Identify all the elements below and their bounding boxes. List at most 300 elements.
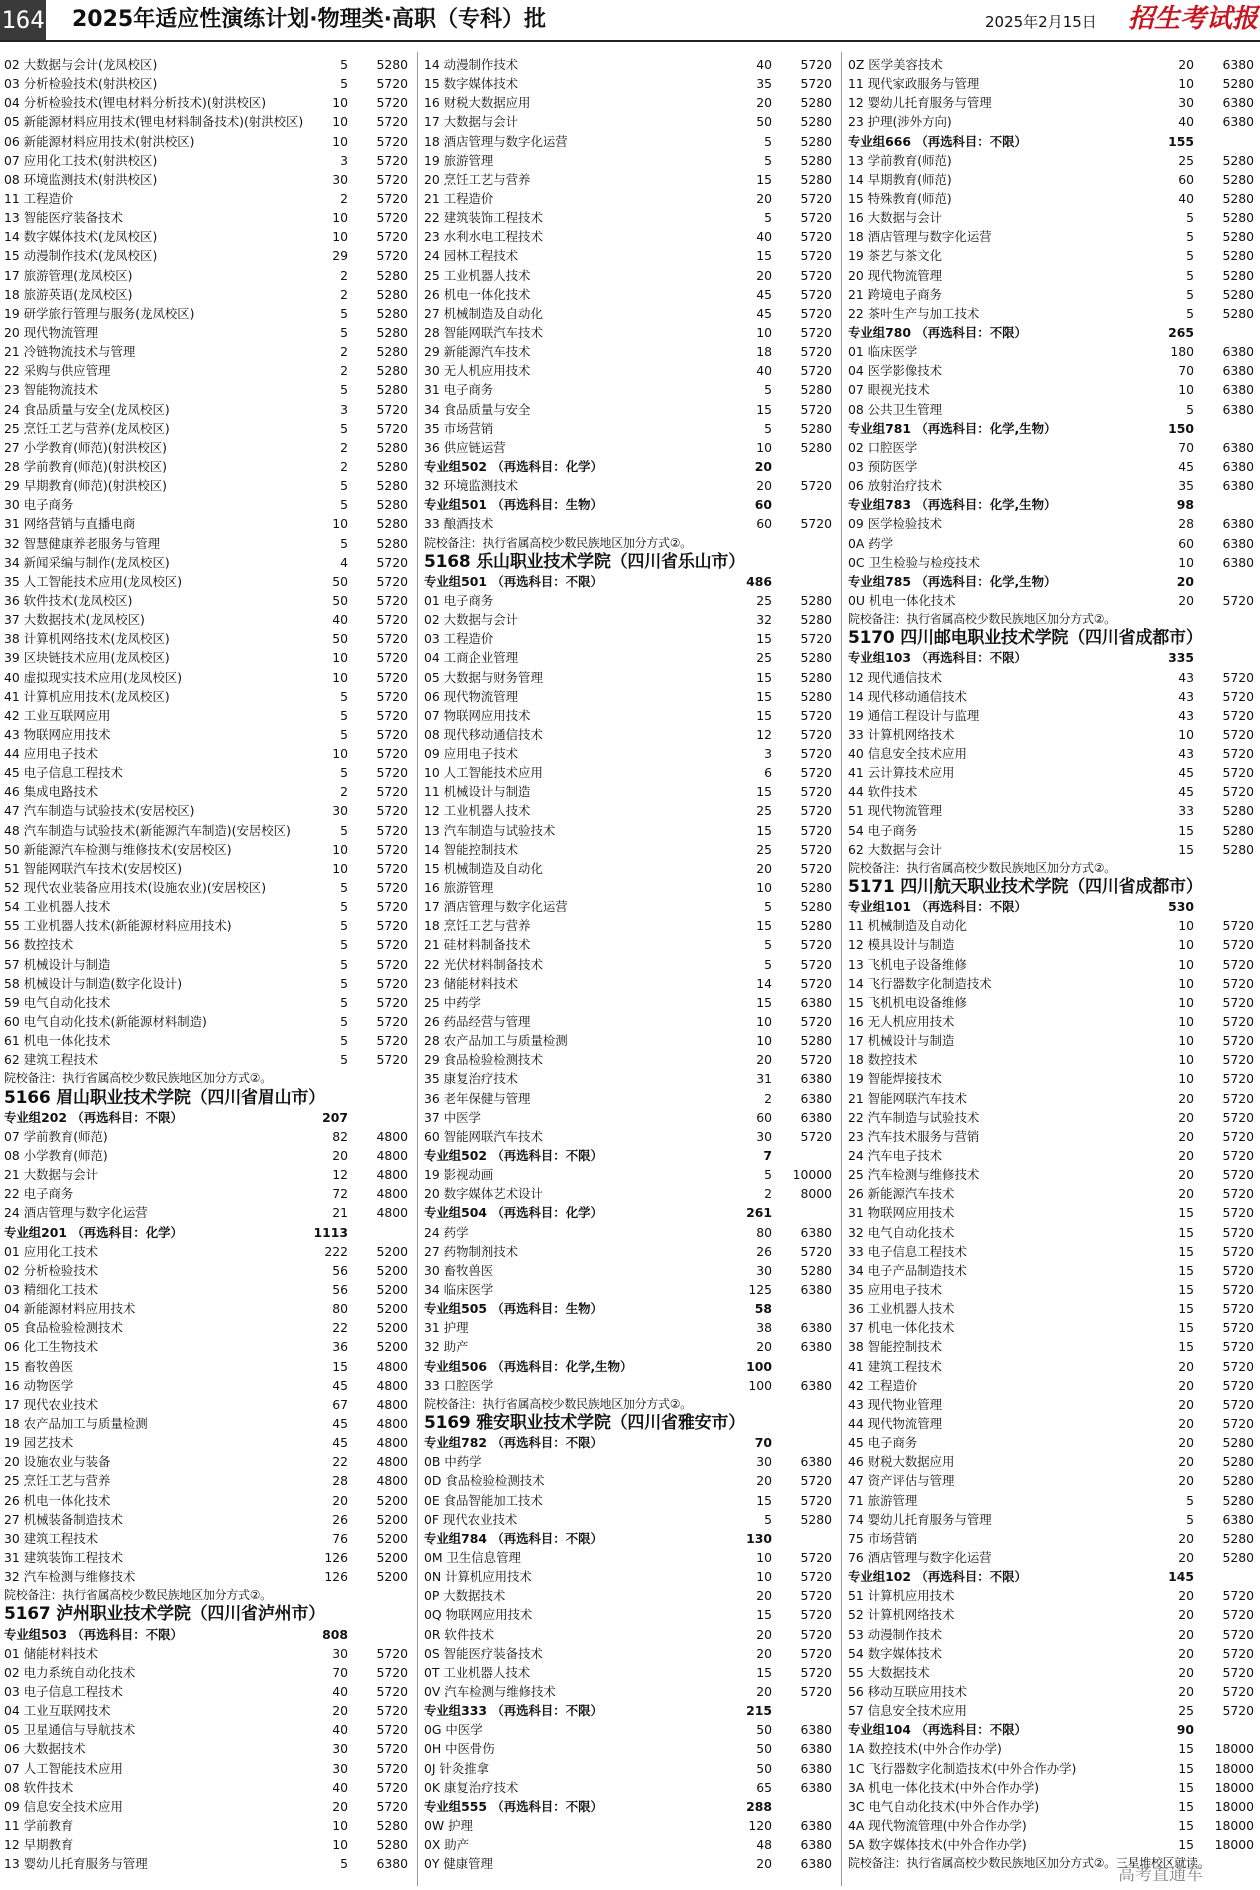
fee: 5200: [376, 1339, 408, 1355]
major-row: [848, 553, 1256, 572]
name: 0W 护理: [424, 1817, 473, 1833]
plan: 5: [1186, 229, 1194, 245]
name: 05 新能源材料应用技术(锂电材料制备技术)(射洪校区): [4, 114, 304, 130]
plan: 25: [756, 650, 772, 666]
plan: 10: [1178, 1014, 1194, 1030]
major-row: [848, 1337, 1256, 1356]
fee: 5720: [1222, 1109, 1254, 1125]
fee: 5720: [376, 420, 408, 436]
plan: 5: [340, 324, 348, 340]
plan: 45: [1178, 458, 1194, 474]
name: 11 机械制造及自动化: [848, 918, 967, 934]
plan: 261: [746, 1205, 772, 1221]
fee: 5720: [376, 956, 408, 972]
plan: 5: [340, 918, 348, 934]
major-row: [424, 1452, 834, 1471]
plan: 60: [756, 516, 772, 532]
name: 5166 眉山职业技术学院（四川省眉山市）: [4, 1087, 326, 1108]
fee: 5720: [1222, 1377, 1254, 1393]
major-row: [848, 55, 1256, 74]
fee: 5720: [800, 1645, 832, 1661]
name: 专业组780 （再选科目：不限）: [848, 324, 1027, 340]
name: 0B 中药学: [424, 1454, 482, 1470]
name: 15 特殊教育(师范): [848, 190, 952, 206]
fee: 5720: [800, 1588, 832, 1604]
major-row: [424, 1567, 834, 1586]
fee: 5720: [1222, 592, 1254, 608]
plan: 10: [1178, 918, 1194, 934]
watermark: 高考直通车: [1118, 1865, 1203, 1885]
major-row: [848, 591, 1256, 610]
major-row: [4, 1146, 410, 1165]
name: 0Y 健康管理: [424, 1856, 493, 1872]
name: 院校备注：执行省属高校少数民族地区加分方式②。: [848, 860, 1116, 875]
plan: 45: [756, 286, 772, 302]
name: 22 采购与供应管理: [4, 363, 111, 379]
page-header: [0, 0, 1260, 42]
fee: 5280: [800, 133, 832, 149]
major-row: [424, 1031, 834, 1050]
name: 30 无人机应用技术: [424, 363, 531, 379]
name: 专业组501 （再选科目：不限）: [424, 573, 603, 589]
major-row: [4, 476, 410, 495]
plan: 2: [340, 363, 348, 379]
name: 31 建筑装饰工程技术: [4, 1549, 123, 1565]
fee: 5720: [376, 669, 408, 685]
fee: 18000: [1214, 1779, 1254, 1795]
name: 29 新能源汽车技术: [424, 344, 531, 360]
plan: 50: [756, 1722, 772, 1738]
name: 14 现代移动通信技术: [848, 688, 967, 704]
name: 61 机电一体化技术: [4, 1033, 111, 1049]
name: 院校备注：执行省属高校少数民族地区加分方式②。: [424, 1396, 692, 1411]
major-group-row: [424, 1529, 834, 1548]
fee: 5720: [376, 650, 408, 666]
plan: 25: [756, 841, 772, 857]
plan: 25: [1178, 1703, 1194, 1719]
name: 12 早期教育: [4, 1837, 74, 1853]
plan: 5: [1186, 1511, 1194, 1527]
name: 0M 卫生信息管理: [424, 1549, 521, 1565]
name: 5167 泸州职业技术学院（四川省泸州市）: [4, 1604, 326, 1625]
fee: 5280: [1222, 229, 1254, 245]
fee: 5720: [1222, 918, 1254, 934]
name: 02 口腔医学: [848, 439, 918, 455]
name: 07 人工智能技术应用: [4, 1760, 123, 1776]
fee: 5280: [1222, 152, 1254, 168]
plan: 26: [756, 1243, 772, 1259]
page-title: 2025年适应性演练计划·物理类·高职（专科）批: [72, 7, 546, 32]
fee: 4800: [376, 1435, 408, 1451]
name: 02 大数据与会计(龙凤校区): [4, 57, 158, 72]
name: 32 助产: [424, 1339, 469, 1355]
fee: 5280: [1222, 1435, 1254, 1451]
fee: 5280: [1222, 190, 1254, 206]
major-row: [848, 170, 1256, 189]
plan: 5: [340, 994, 348, 1010]
plan: 15: [1178, 1837, 1194, 1853]
name: 51 现代物流管理: [848, 803, 943, 819]
fee: 6380: [800, 1109, 832, 1125]
major-row: [848, 1031, 1256, 1050]
name: 74 婴幼儿托育服务与管理: [848, 1511, 992, 1527]
plan: 15: [1178, 1320, 1194, 1336]
major-row: [424, 227, 834, 246]
name: 13 飞机电子设备维修: [848, 956, 967, 972]
enrollment-column-2: [424, 55, 834, 1885]
plan: 2: [340, 784, 348, 800]
name: 0C 卫生检验与检疫技术: [848, 554, 980, 570]
plan: 12: [756, 726, 772, 742]
name: 37 大数据技术(龙凤校区): [4, 612, 145, 628]
fee: 5280: [1222, 286, 1254, 302]
name: 29 食品检验检测技术: [424, 1052, 543, 1068]
major-row: [4, 1701, 410, 1720]
name: 13 汽车制造与试验技术: [424, 822, 556, 838]
plan: 10: [332, 1817, 348, 1833]
fee: 6380: [800, 1224, 832, 1240]
plan: 56: [332, 1262, 348, 1278]
fee: 5720: [800, 478, 832, 494]
plan: 10: [756, 324, 772, 340]
major-row: [424, 1491, 834, 1510]
fee: 5720: [1222, 1033, 1254, 1049]
major-row: [4, 553, 410, 572]
major-group-row: [848, 648, 1256, 667]
major-row: [848, 974, 1256, 993]
plan: 125: [748, 1282, 772, 1297]
major-row: [4, 1184, 410, 1203]
name: 24 酒店管理与数字化运营: [4, 1205, 148, 1221]
name: 专业组201 （再选科目：化学）: [4, 1224, 183, 1240]
major-row: [848, 1223, 1256, 1242]
name: 06 大数据技术: [4, 1741, 86, 1757]
name: 16 大数据与会计: [848, 210, 943, 226]
major-row: [848, 955, 1256, 974]
fee: 5200: [376, 1243, 408, 1259]
name: 20 现代物流管理: [4, 324, 99, 340]
fee: 5720: [1222, 1128, 1254, 1144]
fee: 6380: [1222, 401, 1254, 417]
plan: 72: [332, 1186, 348, 1202]
plan: 15: [756, 1607, 772, 1623]
fee: 5280: [1222, 1530, 1254, 1546]
major-row: [424, 1586, 834, 1605]
plan: 20: [756, 860, 772, 876]
name: 18 酒店管理与数字化运营: [848, 229, 992, 245]
major-row: [424, 1778, 834, 1797]
fee: 5200: [376, 1301, 408, 1317]
major-row: [424, 1242, 834, 1261]
fee: 4800: [376, 1454, 408, 1470]
name: 0V 汽车检测与维修技术: [424, 1683, 556, 1699]
fee: 5280: [1222, 1454, 1254, 1470]
plan: 15: [756, 784, 772, 800]
name: 25 中药学: [424, 994, 481, 1010]
major-row: [848, 744, 1256, 763]
name: 14 早期教育(师范): [848, 171, 952, 187]
major-group-row: [848, 897, 1256, 916]
name: 专业组784 （再选科目：不限）: [424, 1530, 603, 1546]
name: 0G 中医学: [424, 1722, 483, 1738]
name: 26 药品经营与管理: [424, 1014, 531, 1030]
fee: 5280: [376, 458, 408, 474]
name: 19 研学旅行管理与服务(龙凤校区): [4, 305, 195, 321]
fee: 5200: [376, 1569, 408, 1585]
major-row: [4, 323, 410, 342]
school-note: [424, 534, 834, 553]
plan: 335: [1168, 650, 1194, 666]
plan: 20: [332, 1492, 348, 1508]
name: 25 烹饪工艺与营养: [4, 1473, 111, 1489]
plan: 25: [1178, 152, 1194, 168]
name: 56 移动互联应用技术: [848, 1683, 967, 1699]
fee: 5720: [376, 612, 408, 628]
name: 33 口腔医学: [424, 1377, 494, 1393]
major-row: [848, 935, 1256, 954]
fee: 6380: [1222, 535, 1254, 551]
major-row: [4, 55, 410, 74]
major-row: [424, 1548, 834, 1567]
major-row: [424, 361, 834, 380]
fee: 5280: [1222, 210, 1254, 226]
name: 0D 食品检验检测技术: [424, 1473, 545, 1489]
fee: 6380: [1222, 554, 1254, 570]
plan: 15: [756, 401, 772, 417]
name: 5171 四川航天职业技术学院（四川省成都市）: [848, 877, 1203, 898]
plan: 5: [340, 535, 348, 551]
plan: 40: [756, 363, 772, 379]
fee: 5720: [1222, 1396, 1254, 1412]
plan: 20: [756, 1856, 772, 1872]
plan: 20: [1178, 1664, 1194, 1680]
name: 50 新能源汽车检测与维修技术(安居校区): [4, 841, 232, 857]
fee: 5280: [800, 439, 832, 455]
major-row: [424, 438, 834, 457]
major-row: [848, 1452, 1256, 1471]
fee: 5720: [376, 1683, 408, 1699]
name: 22 电子商务: [4, 1186, 74, 1202]
major-row: [4, 1663, 410, 1682]
name: 23 水利水电工程技术: [424, 229, 543, 245]
fee: 4800: [376, 1396, 408, 1412]
major-row: [4, 572, 410, 591]
major-row: [848, 227, 1256, 246]
fee: 5720: [800, 1607, 832, 1623]
major-row: [424, 1816, 834, 1835]
name: 0J 针灸推拿: [424, 1760, 490, 1776]
plan: 20: [1178, 1396, 1194, 1412]
plan: 50: [756, 1760, 772, 1776]
name: 专业组502 （再选科目：化学）: [424, 458, 603, 474]
plan: 15: [1178, 1779, 1194, 1795]
name: 23 护理(涉外方向): [848, 114, 952, 130]
major-row: [4, 1127, 410, 1146]
major-row: [424, 1127, 834, 1146]
plan: 26: [332, 1511, 348, 1527]
major-row: [848, 668, 1256, 687]
fee: 5280: [376, 363, 408, 379]
fee: 4800: [376, 1415, 408, 1431]
fee: 6380: [800, 1722, 832, 1738]
name: 0R 软件技术: [424, 1626, 494, 1642]
major-row: [424, 1012, 834, 1031]
plan: 30: [1178, 95, 1194, 111]
plan: 530: [1168, 899, 1194, 915]
major-row: [4, 1548, 410, 1567]
plan: 215: [746, 1703, 772, 1719]
major-row: [4, 1510, 410, 1529]
fee: 5720: [376, 1645, 408, 1661]
plan: 100: [748, 1377, 772, 1393]
fee: 5280: [376, 324, 408, 340]
name: 专业组504 （再选科目：化学）: [424, 1205, 603, 1221]
major-row: [4, 935, 410, 954]
name: 03 预防医学: [848, 458, 918, 474]
plan: 5: [340, 880, 348, 896]
name: 44 应用电子技术: [4, 746, 99, 762]
school-heading: [848, 629, 1256, 648]
name: 26 机电一体化技术: [4, 1492, 111, 1508]
major-row: [848, 1433, 1256, 1452]
major-row: [848, 534, 1256, 553]
name: 3A 机电一体化技术(中外合作办学): [848, 1779, 1040, 1795]
major-row: [848, 1739, 1256, 1758]
major-row: [848, 1242, 1256, 1261]
name: 05 大数据与财务管理: [424, 669, 543, 685]
plan: 25: [756, 592, 772, 608]
plan: 15: [1178, 1282, 1194, 1297]
major-row: [424, 591, 834, 610]
major-group-row: [848, 1567, 1256, 1586]
fee: 5720: [376, 573, 408, 589]
plan: 10: [332, 133, 348, 149]
major-row: [4, 1759, 410, 1778]
plan: 288: [746, 1798, 772, 1814]
major-row: [4, 821, 410, 840]
fee: 5720: [1222, 1607, 1254, 1623]
fee: 5720: [1222, 1148, 1254, 1164]
name: 32 汽车检测与维修技术: [4, 1569, 136, 1585]
plan: 15: [1178, 1817, 1194, 1833]
plan: 15: [756, 688, 772, 704]
plan: 40: [1178, 114, 1194, 130]
plan: 10: [332, 210, 348, 226]
major-row: [848, 266, 1256, 285]
major-row: [424, 1835, 834, 1854]
plan: 10: [332, 1837, 348, 1853]
plan: 70: [1178, 439, 1194, 455]
name: 22 光伏材料制备技术: [424, 956, 543, 972]
fee: 5280: [800, 688, 832, 704]
fee: 5200: [376, 1262, 408, 1278]
fee: 5720: [800, 286, 832, 302]
name: 47 资产评估与管理: [848, 1473, 955, 1489]
plan: 20: [1178, 1186, 1194, 1202]
name: 27 药物制剂技术: [424, 1243, 519, 1259]
fee: 5720: [800, 956, 832, 972]
name: 44 软件技术: [848, 784, 918, 800]
fee: 5720: [1222, 1683, 1254, 1699]
name: 16 动物医学: [4, 1377, 74, 1393]
fee: 6380: [800, 1856, 832, 1872]
major-row: [848, 189, 1256, 208]
name: 08 环境监测技术(射洪校区): [4, 171, 158, 187]
plan: 10: [1178, 1071, 1194, 1087]
plan: 10: [1178, 382, 1194, 398]
major-row: [424, 342, 834, 361]
plan: 60: [754, 497, 772, 513]
name: 42 工程造价: [848, 1377, 918, 1393]
name: 60 智能网联汽车技术: [424, 1128, 543, 1144]
plan: 3: [764, 746, 772, 762]
name: 专业组202 （再选科目：不限）: [4, 1109, 183, 1125]
fee: 5280: [800, 420, 832, 436]
name: 20 设施农业与装备: [4, 1454, 111, 1470]
major-row: [4, 974, 410, 993]
plan: 65: [756, 1779, 772, 1795]
major-row: [424, 1739, 834, 1758]
major-row: [848, 1089, 1256, 1108]
plan: 30: [332, 1760, 348, 1776]
fee: 5720: [1222, 1052, 1254, 1068]
fee: 5720: [376, 1722, 408, 1738]
major-row: [4, 227, 410, 246]
plan: 20: [756, 95, 772, 111]
name: 0U 机电一体化技术: [848, 592, 956, 608]
name: 24 药学: [424, 1224, 469, 1240]
major-row: [4, 801, 410, 820]
plan: 10: [756, 880, 772, 896]
major-row: [4, 151, 410, 170]
name: 35 应用电子技术: [848, 1282, 943, 1297]
name: 12 工业机器人技术: [424, 803, 531, 819]
fee: 5200: [376, 1282, 408, 1297]
major-row: [4, 1050, 410, 1069]
fee: 5280: [1222, 305, 1254, 321]
name: 12 现代通信技术: [848, 669, 943, 685]
major-row: [848, 1069, 1256, 1088]
major-group-row: [4, 1625, 410, 1644]
name: 1C 飞行器数字化制造技术(中外合作办学): [848, 1760, 1077, 1776]
fee: 5720: [1222, 1243, 1254, 1259]
major-group-row: [4, 1108, 410, 1127]
major-row: [848, 1491, 1256, 1510]
fee: 5200: [376, 1320, 408, 1336]
name: 11 现代家政服务与管理: [848, 76, 980, 92]
fee: 5720: [800, 305, 832, 321]
name: 04 工商企业管理: [424, 650, 519, 666]
fee: 5280: [800, 152, 832, 168]
major-row: [4, 93, 410, 112]
major-row: [4, 132, 410, 151]
name: 19 园艺技术: [4, 1435, 74, 1451]
name: 专业组103 （再选科目：不限）: [848, 650, 1027, 666]
plan: 15: [756, 669, 772, 685]
name: 06 放射治疗技术: [848, 478, 943, 494]
fee: 5280: [376, 1817, 408, 1833]
plan: 20: [1178, 1454, 1194, 1470]
name: 0H 中医骨伤: [424, 1741, 495, 1757]
major-row: [848, 1395, 1256, 1414]
name: 15 数字媒体技术: [424, 76, 519, 92]
fee: 5720: [376, 937, 408, 953]
fee: 5280: [376, 305, 408, 321]
major-row: [848, 342, 1256, 361]
plan: 5: [340, 688, 348, 704]
major-row: [848, 457, 1256, 476]
name: 14 数字媒体技术(龙凤校区): [4, 229, 158, 245]
